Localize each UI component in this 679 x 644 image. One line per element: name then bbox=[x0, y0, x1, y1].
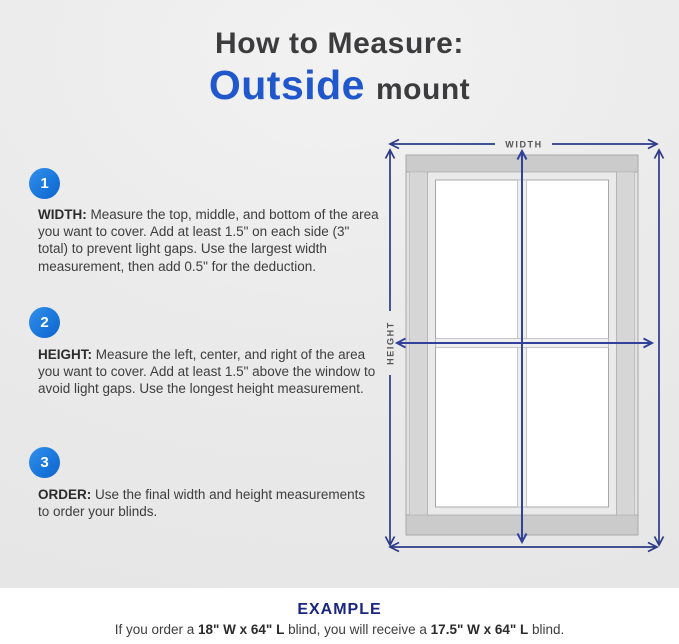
height-label: HEIGHT bbox=[385, 321, 396, 365]
height-measure-line-right bbox=[655, 150, 664, 545]
step-3-label: ORDER: bbox=[38, 487, 92, 502]
mount-type-suffix: mount bbox=[376, 73, 471, 106]
step-3-number: 3 bbox=[40, 454, 49, 471]
step-2-body: Measure the left, center, and right of the area you want to cover. Add at least 1.5" above the window to avoid light gaps. Use the longest height measurement. bbox=[38, 347, 376, 397]
width-measure-line bbox=[390, 140, 657, 150]
example-part1: If you order a bbox=[114, 622, 198, 637]
example-part3: blind. bbox=[528, 622, 565, 637]
width-measure-line-bottom bbox=[390, 543, 657, 552]
mount-type-highlight: Outside bbox=[208, 62, 365, 108]
height-measure-line-left bbox=[386, 150, 396, 545]
example-footer bbox=[0, 588, 679, 644]
width-label: WIDTH bbox=[505, 139, 543, 150]
example-heading: EXAMPLE bbox=[297, 601, 382, 618]
step-1-number: 1 bbox=[40, 175, 49, 192]
page-title: How to Measure: bbox=[214, 27, 465, 60]
example-sentence bbox=[0, 622, 679, 637]
example-part2: blind, you will receive a bbox=[284, 622, 431, 637]
example-received-size: 17.5" W x 64" L bbox=[430, 622, 529, 637]
step-1-label: WIDTH: bbox=[38, 207, 87, 222]
step-2-label: HEIGHT: bbox=[38, 347, 92, 362]
example-ordered-size: 18" W x 64" L bbox=[198, 622, 285, 637]
step-2-number: 2 bbox=[40, 314, 49, 331]
step-3-body: Use the final width and height measurements to order your blinds. bbox=[38, 487, 366, 520]
step-1-body: Measure the top, middle, and bottom of the area you want to cover. Add at least 1.5" on each side (3" total) to prevent light gaps. Use the largest width measurement, then add 0.5" for the deduction. bbox=[38, 207, 379, 274]
